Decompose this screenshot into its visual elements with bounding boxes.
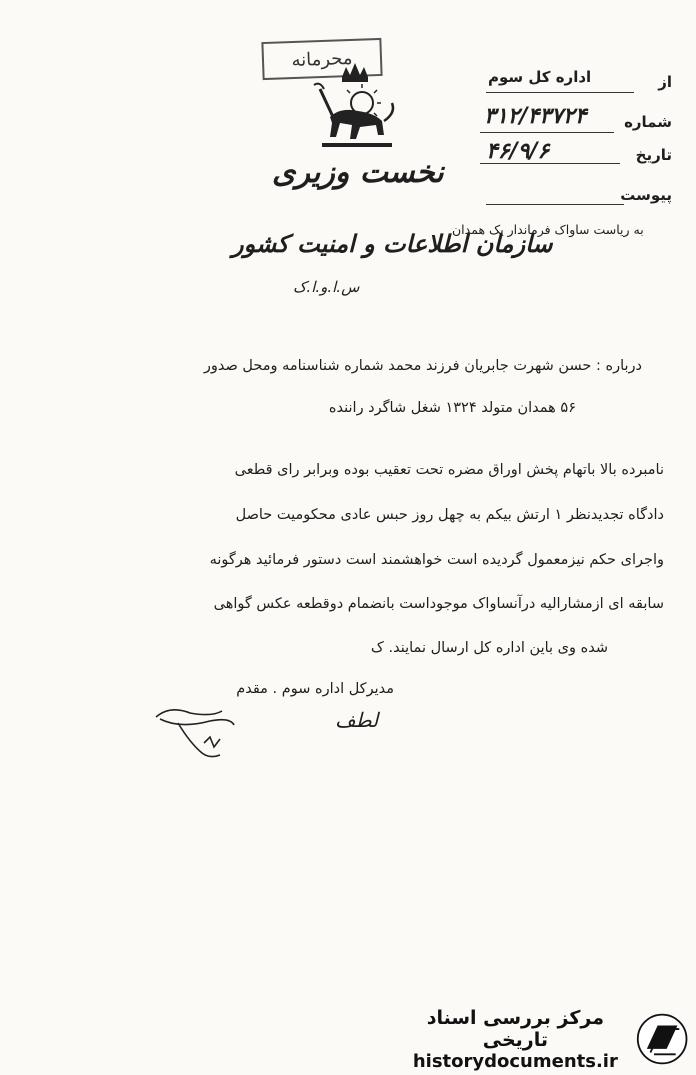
body-line: نامبرده بالا باتهام پخش اوراق مضره تحت تعقیب بوده وبرابر رای قطعی: [234, 462, 664, 478]
prime-ministry-title: نخست وزیری: [272, 155, 444, 190]
from-label: از: [658, 73, 672, 91]
handwritten-signature: [150, 703, 240, 763]
recipient-note: به ریاست ساواک فرماندار یک همدان: [452, 222, 644, 237]
attachment-line: [486, 204, 624, 205]
body-line: واجرای حکم نیزمعمول گردیده است خواهشمند است دستور فرمائید هرگونه: [209, 552, 664, 568]
body-line: سابقه ای ازمشارالیه درآنساواک موجوداست بانضمام دوقطعه عکس گواهی: [213, 596, 664, 612]
archive-name: مرکز بررسی اسناد تاریخی: [426, 1006, 605, 1051]
lion-and-sun-emblem-icon: [300, 55, 410, 165]
body-line: دادگاه تجدیدنظر ۱ ارتش بیکم به چهل روز حبس عادی محکومیت حاصل: [235, 507, 664, 523]
organization-title: سازمان اطلاعات و امنیت کشور: [232, 230, 553, 258]
number-label: شماره: [624, 113, 672, 131]
subject-line-2: ۵۶ همدان متولد ۱۳۲۴ شغل شاگرد راننده: [328, 400, 576, 416]
reference-code: س.ا.و.ا.ک: [293, 278, 360, 296]
date-line: [480, 163, 620, 164]
body-line: شده وی باین اداره کل ارسال نمایند. ک: [370, 640, 608, 656]
confidential-stamp: محرمانه: [261, 38, 382, 80]
from-line: [486, 92, 634, 93]
archive-watermark: [403, 1003, 688, 1075]
date-label: تاریخ: [635, 146, 672, 164]
archive-url: historydocuments.ir: [412, 1050, 618, 1072]
subject-line-1: درباره : حسن شهرت جابریان فرزند محمد شماره شناسنامه ومحل صدور: [203, 358, 642, 374]
attachment-label: پیوست: [620, 186, 672, 204]
number-line: [480, 132, 614, 133]
date-value: ۴۶/۹/۶: [486, 139, 550, 164]
signature-title: مدیرکل اداره سوم . مقدم: [236, 681, 394, 697]
number-value: ۳۱۲/۴۳۷۲۴: [484, 104, 587, 129]
archive-logo-icon: [636, 1010, 688, 1068]
handwritten-mark: لطف: [335, 708, 379, 732]
from-value: اداره کل سوم: [488, 68, 592, 86]
